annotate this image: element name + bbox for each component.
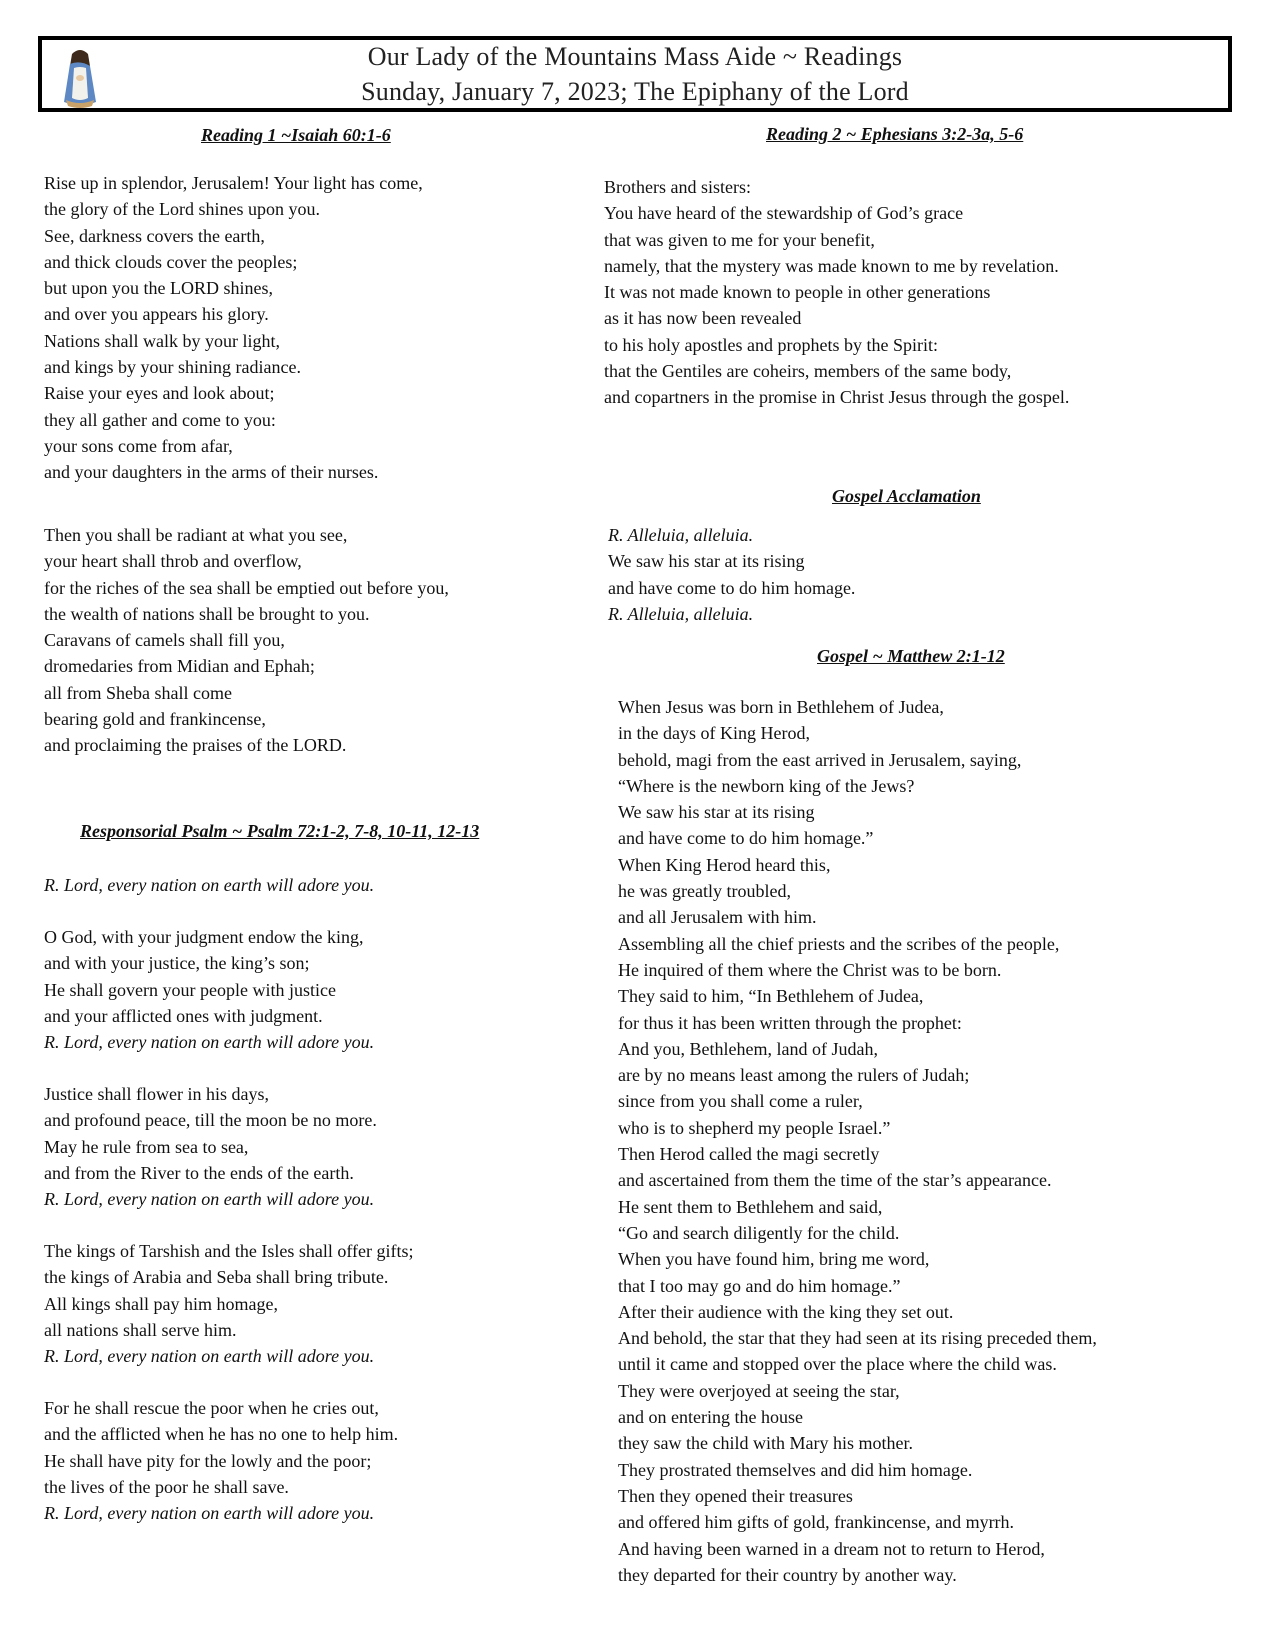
text-line: Rise up in splendor, Jerusalem! Your light has come,	[44, 173, 423, 193]
text-line: “Go and search diligently for the child.	[618, 1222, 900, 1243]
text-line: For he shall rescue the poor when he cries out,	[44, 1398, 379, 1418]
text-line: It was not made known to people in other generations	[604, 282, 991, 303]
text-line: that I too may go and do him homage.”	[618, 1275, 901, 1296]
text-line: and thick clouds cover the peoples;	[44, 251, 298, 272]
text-line: are by no means least among the rulers of Judah;	[618, 1065, 970, 1086]
text-line: We saw his star at its rising	[618, 802, 815, 823]
header-title: Our Lady of the Mountains Mass Aide ~ Readings	[367, 42, 903, 71]
text-line: When you have found him, bring me word,	[618, 1249, 930, 1270]
psalm-verse2	[44, 1081, 377, 1212]
text-line: since from you shall come a ruler,	[618, 1091, 863, 1112]
text-line: And you, Bethlehem, land of Judah,	[618, 1038, 878, 1059]
text-line: And behold, the star that they had seen at its rising preceded them,	[618, 1328, 1097, 1349]
text-line: Then Herod called the magi secretly	[618, 1144, 880, 1165]
psalm-verse1	[44, 924, 374, 1055]
text-line: namely, that the mystery was made known to me by revelation.	[604, 255, 1059, 276]
text-line: the kings of Arabia and Seba shall bring tribute.	[44, 1267, 389, 1288]
text-line: and all Jerusalem with him.	[618, 907, 817, 928]
text-line: Assembling all the chief priests and the scribes of the people,	[618, 933, 1060, 954]
text-line: and offered him gifts of gold, frankincense, and myrrh.	[618, 1512, 1015, 1533]
acclamation-text	[608, 522, 855, 627]
acclamation-response: R. Alleluia, alleluia.	[608, 603, 754, 624]
text-line: and over you appears his glory.	[44, 304, 269, 325]
text-line: he was greatly troubled,	[618, 881, 791, 902]
text-line: Caravans of camels shall fill you,	[44, 630, 285, 651]
text-line: that was given to me for your benefit,	[604, 229, 875, 250]
text-line: the glory of the Lord shines upon you.	[44, 199, 320, 220]
reading2-heading: Reading 2 ~ Ephesians 3:2-3a, 5-6	[766, 124, 1024, 144]
psalm-verse4	[44, 1395, 398, 1526]
text-line: but upon you the LORD shines,	[44, 278, 273, 299]
text-line: Then you shall be radiant at what you see,	[44, 525, 348, 545]
text-line: the wealth of nations shall be brought to you.	[44, 603, 370, 624]
gospel-heading: Gospel ~ Matthew 2:1-12	[817, 646, 1005, 666]
text-line: all nations shall serve him.	[44, 1319, 237, 1340]
text-line: who is to shepherd my people Israel.”	[618, 1117, 891, 1138]
text-line: They said to him, “In Bethlehem of Judea,	[618, 986, 924, 1007]
text-line: and on entering the house	[618, 1407, 803, 1428]
reading2-text	[604, 174, 1069, 411]
text-line: for thus it has been written through the prophet:	[618, 1012, 962, 1033]
text-line: He sent them to Bethlehem and said,	[618, 1196, 883, 1217]
text-line: He inquired of them where the Christ was to be born.	[618, 959, 1002, 980]
text-line: You have heard of the stewardship of God’s grace	[604, 203, 964, 224]
text-line: and have come to do him homage.”	[618, 828, 874, 849]
text-line: and copartners in the promise in Christ Jesus through the gospel.	[604, 387, 1070, 408]
text-line: They were overjoyed at seeing the star,	[618, 1380, 900, 1401]
text-line: See, darkness covers the earth,	[44, 225, 265, 246]
psalm-response-line: R. Lord, every nation on earth will adore you.	[44, 1346, 375, 1367]
text-line: and with your justice, the king’s son;	[44, 953, 310, 974]
reading1-heading: Reading 1 ~Isaiah 60:1-6	[201, 125, 391, 145]
text-line: Then they opened their treasures	[618, 1485, 853, 1506]
header-subtitle: Sunday, January 7, 2023; The Epiphany of the Lord	[361, 77, 909, 106]
text-line: Brothers and sisters:	[604, 177, 751, 197]
text-line: O God, with your judgment endow the king,	[44, 927, 364, 947]
psalm-response-line: R. Lord, every nation on earth will adore you.	[44, 1189, 375, 1210]
text-line: and from the River to the ends of the earth.	[44, 1162, 354, 1183]
text-line: and kings by your shining radiance.	[44, 357, 301, 378]
text-line: and your afflicted ones with judgment.	[44, 1005, 323, 1026]
text-line: He shall have pity for the lowly and the poor;	[44, 1450, 372, 1471]
text-line: We saw his star at its rising	[608, 551, 805, 572]
acclamation-heading: Gospel Acclamation	[832, 486, 981, 506]
psalm-response	[44, 872, 374, 898]
text-line: Nations shall walk by your light,	[44, 330, 280, 351]
text-line: as it has now been revealed	[604, 308, 802, 329]
text-line: behold, magi from the east arrived in Jerusalem, saying,	[618, 749, 1022, 770]
psalm-response-line: R. Lord, every nation on earth will adore you.	[44, 875, 375, 895]
text-line: they departed for their country by another way.	[618, 1564, 957, 1585]
text-line: and profound peace, till the moon be no more.	[44, 1110, 377, 1131]
text-line: The kings of Tarshish and the Isles shall offer gifts;	[44, 1241, 414, 1261]
psalm-heading: Responsorial Psalm ~ Psalm 72:1-2, 7-8, 10-11, 12-13	[80, 821, 480, 841]
acclamation-response: R. Alleluia, alleluia.	[608, 525, 754, 545]
text-line: until it came and stopped over the place where the child was.	[618, 1354, 1057, 1375]
gospel-text	[618, 694, 1097, 1588]
text-line: and your daughters in the arms of their nurses.	[44, 462, 379, 483]
text-line: “Where is the newborn king of the Jews?	[618, 775, 915, 796]
text-line: the lives of the poor he shall save.	[44, 1476, 289, 1497]
text-line: Justice shall flower in his days,	[44, 1084, 269, 1104]
text-line: They prostrated themselves and did him homage.	[618, 1459, 973, 1480]
text-line: After their audience with the king they set out.	[618, 1301, 954, 1322]
text-line: your heart shall throb and overflow,	[44, 551, 302, 572]
text-line: and proclaiming the praises of the LORD.	[44, 735, 347, 756]
text-line: all from Sheba shall come	[44, 682, 232, 703]
text-line: He shall govern your people with justice	[44, 979, 336, 1000]
text-line: to his holy apostles and prophets by the Spirit:	[604, 334, 938, 355]
reading1-stanza2	[44, 522, 449, 759]
text-line: your sons come from afar,	[44, 435, 233, 456]
text-line: they saw the child with Mary his mother.	[618, 1433, 913, 1454]
text-line: they all gather and come to you:	[44, 409, 276, 430]
text-line: and have come to do him homage.	[608, 577, 856, 598]
psalm-verse3	[44, 1238, 414, 1369]
text-line: dromedaries from Midian and Ephah;	[44, 656, 315, 677]
text-line: and ascertained from them the time of the star’s appearance.	[618, 1170, 1052, 1191]
reading1-stanza1	[44, 170, 423, 486]
text-line: in the days of King Herod,	[618, 723, 810, 744]
text-line: When Jesus was born in Bethlehem of Judea,	[618, 697, 944, 717]
psalm-response-line: R. Lord, every nation on earth will adore you.	[44, 1503, 375, 1524]
text-line: Raise your eyes and look about;	[44, 383, 275, 404]
text-line: for the riches of the sea shall be emptied out before you,	[44, 577, 449, 598]
text-line: that the Gentiles are coheirs, members of the same body,	[604, 361, 1012, 382]
text-line: When King Herod heard this,	[618, 854, 831, 875]
text-line: bearing gold and frankincense,	[44, 709, 266, 730]
page-header	[38, 36, 1232, 112]
psalm-response-line: R. Lord, every nation on earth will adore you.	[44, 1032, 375, 1053]
text-line: May he rule from sea to sea,	[44, 1136, 249, 1157]
text-line: And having been warned in a dream not to return to Herod,	[618, 1538, 1045, 1559]
text-line: and the afflicted when he has no one to help him.	[44, 1424, 399, 1445]
text-line: All kings shall pay him homage,	[44, 1293, 278, 1314]
